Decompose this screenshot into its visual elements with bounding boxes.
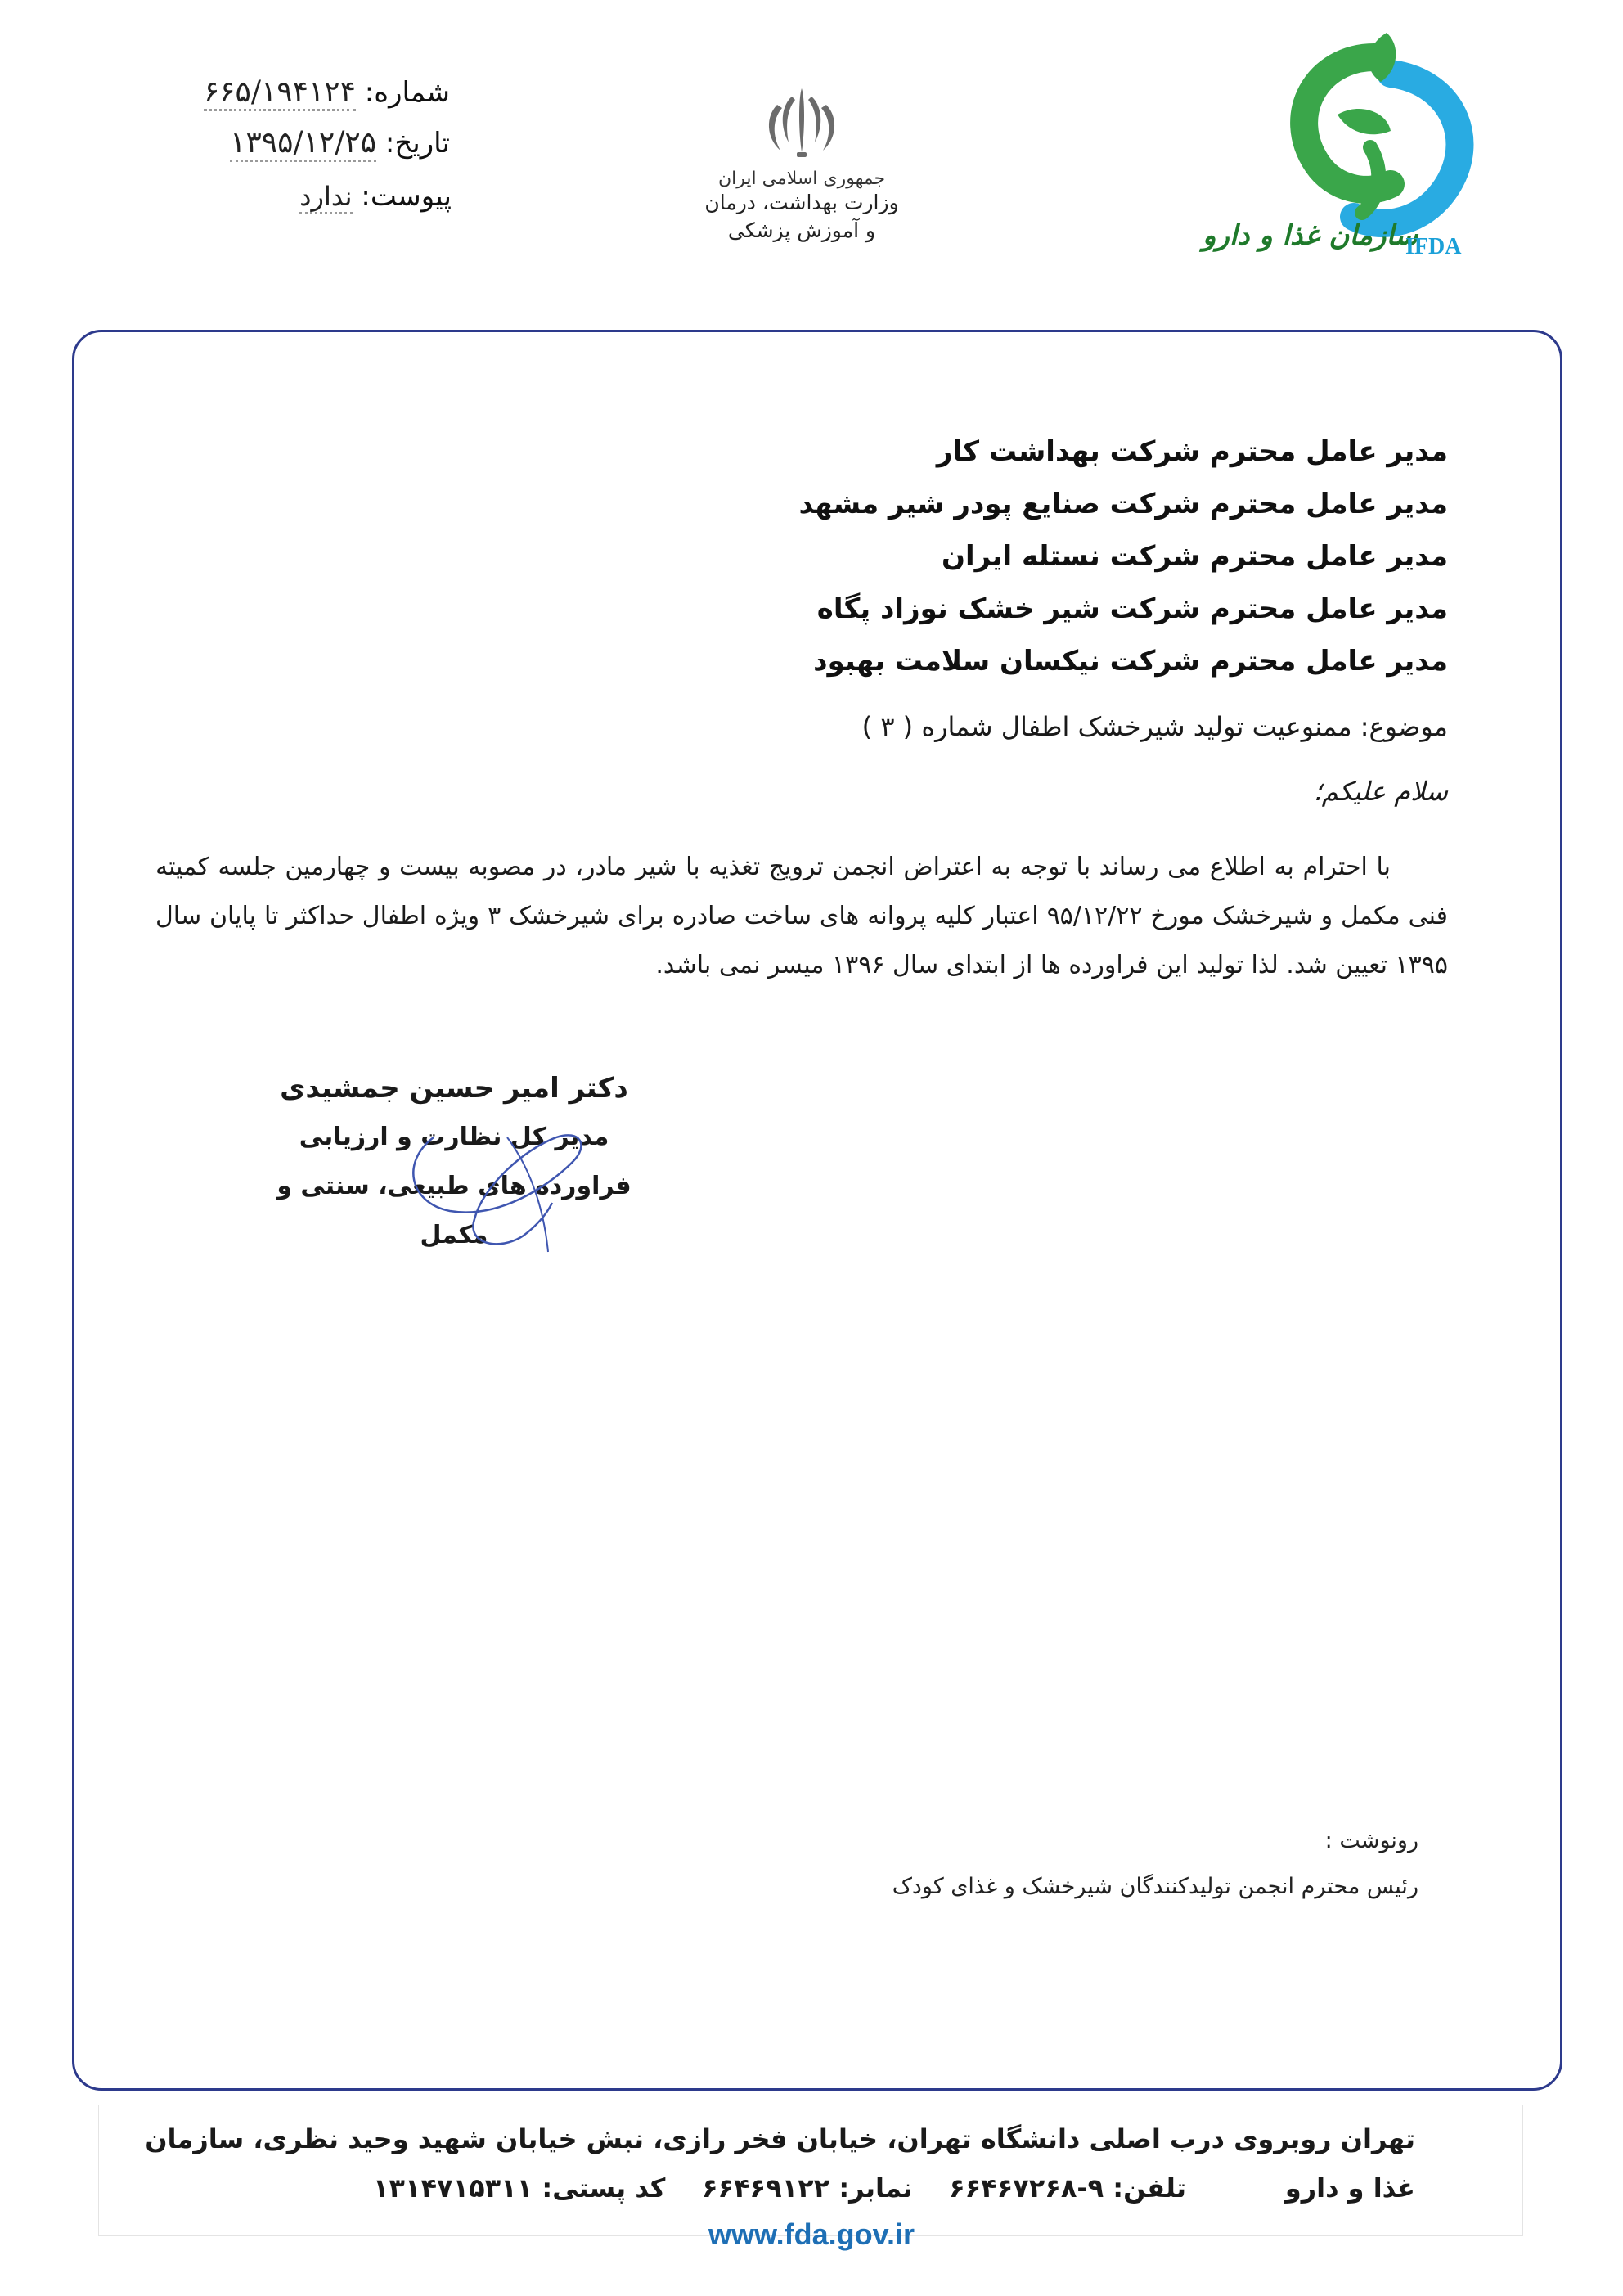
letter-date-row	[196, 126, 450, 162]
ifda-acronym: IFDA	[1405, 234, 1462, 259]
recipients-list	[466, 425, 1448, 687]
signatory-title-line2: فراورده های طبیعی، سنتی و مکمل	[276, 1172, 632, 1249]
signatory-name: دکتر امیر حسین جمشیدی	[280, 1072, 628, 1105]
letter-attachment-value: ندارد	[299, 181, 352, 214]
recipient-line: مدیر عامل محترم شرکت نیکسان سلامت بهبود	[813, 645, 1448, 678]
cc-label: رونوشت :	[1324, 1828, 1418, 1853]
recipient-line: مدیر عامل محترم شرکت صنایع پودر شیر مشهد	[798, 488, 1448, 520]
letter-subject: موضوع: ممنوعیت تولید شیرخشک اطفال شماره ( ۳ )	[861, 711, 1448, 742]
signatory-title-line1: مدیر کل نظارت و ارزیابی	[299, 1123, 609, 1151]
letter-number-label: شماره:	[364, 76, 450, 109]
recipient-line: مدیر عامل محترم شرکت شیر خشک نوزاد پگاه	[816, 592, 1448, 625]
footer-contact: تلفن: ۹-۶۶۴۶۷۲۶۸ نمابر: ۶۶۴۶۹۱۲۲ کد پستی: ۱۳۱۴۷۱۵۳۱۱	[372, 2172, 1186, 2204]
ifda-org-name: سازمان غذا و دارو	[1203, 219, 1418, 252]
cc-line: رئیس محترم انجمن تولیدکنندگان شیرخشک و غذای کودک	[892, 1874, 1418, 1899]
letter-body-paragraph: با احترام به اطلاع می رساند با توجه به اعتراض انجمن ترویج تغذیه با شیر مادر، در مصوبه بیست و چهارمین جلسه کمیته فنی مکمل و شیرخشک مورخ ۹۵/۱۲/۲۲ اعتبار کلیه پروانه های ساخت صادره برای شیرخشک ۳ ویژه اطفال حداکثر تا پایان سال ۱۳۹۵ تعیین شد. لذا تولید این فراورده ها از ابتدای سال ۱۳۹۶ میسر نمی باشد.	[155, 853, 1449, 979]
ministry-name-line1: وزارت بهداشت، درمان	[704, 191, 899, 214]
letter-attachment-row	[214, 180, 452, 214]
letter-number-row	[188, 75, 450, 111]
letter-greeting: سلام علیکم؛	[1313, 776, 1448, 807]
cc-block	[682, 1818, 1418, 1910]
letter-date-value: ۱۳۹۵/۱۲/۲۵	[230, 126, 376, 162]
footer-address: تهران روبروی درب اصلی دانشگاه تهران، خیابان فخر رازی، نبش خیابان شهید وحید نظری، سازمان غذا و دارو	[145, 2123, 1415, 2204]
letter-body	[155, 843, 1448, 990]
footer-website-link[interactable]: www.fda.gov.ir	[708, 2217, 915, 2251]
country-name: جمهوری اسلامی ایران	[717, 169, 886, 189]
recipient-line: مدیر عامل محترم شرکت نستله ایران	[941, 540, 1448, 573]
letter-attachment-label: پیوست:	[361, 180, 452, 213]
iran-emblem-icon	[753, 82, 851, 160]
recipient-line: مدیر عامل محترم شرکت بهداشت کار	[936, 435, 1448, 468]
letter-date-label: تاریخ:	[384, 127, 450, 160]
letter-number-value: ۶۶۵/۱۹۴۱۲۴	[204, 75, 356, 111]
signature-scribble-icon	[384, 1113, 630, 1260]
ministry-name-line2: و آموزش پزشکی	[727, 218, 876, 242]
ministry-header	[622, 82, 982, 245]
